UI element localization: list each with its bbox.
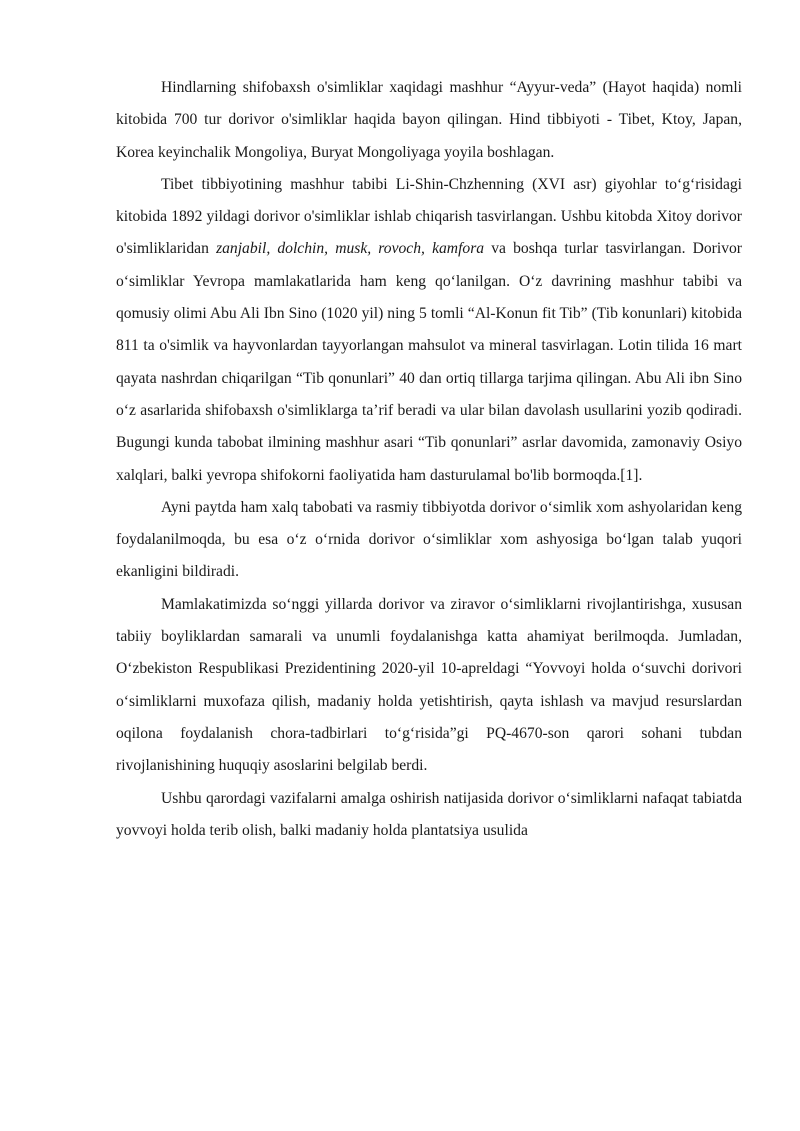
paragraph-folk-medicine	[116, 492, 742, 589]
paragraph-text: va boshqa turlar tasvirlangan. Dorivor o‘simliklar Yevropa mamlakatlarida ham keng qo‘lanilgan. O‘z davrining mashhur tabibi va qomusiy olimi Abu Ali Ibn Sino (1020 yil) ning 5 tomli “Al-Konun fit Tib” (Tib konunlari) kitobida 811 ta o'simlik va hayvonlardan tayyorlangan mahsulot va mineral tasvirlagan. Lotin tilida 16 mart qayata nashrdan chiqarilgan “Tib qonunlari” 40 dan ortiq tillarga tarjima qilingan. Abu Ali ibn Sino o‘z asarlarida shifobaxsh o'simliklarga ta’rif beradi va ular bilan davolash usullarini yozib qodiradi. Bugungi kunda tabobat ilmining mashhur asari “Tib qonunlari” asrlar davomida, zamonaviy Osiyo xalqlari, balki yevropa shifokorni faoliyatida ham dasturulamal bo'lib bormoqda.[1].	[116, 240, 742, 484]
paragraph-text: Hindlarning shifobaxsh o'simliklar xaqidagi mashhur “Ayyur-veda” (Hayot haqida) nomli kitobida 700 tur dorivor o'simliklar haqida bayon qilingan. Hind tibbiyoti - Tibet, Ktoy, Japan, Korea keyinchalik Mongoliya, Buryat Mongoliyaga yoyila boshlagan.	[116, 79, 742, 161]
paragraph-text: Ayni paytda ham xalq tabobati va rasmiy tibbiyotda dorivor o‘simlik xom ashyolaridan keng foydalanilmoqda, bu esa o‘z o‘rnida dorivor o‘simliklar xom ashyosiga bo‘lgan talab yuqori ekanligini bildiradi.	[116, 498, 742, 581]
paragraph-text: Tibet tibbiyotining mashhur tabibi Li-Shin-Chzhenning (XVI asr) giyohlar to‘g‘risidagi kitobida 1892 yildagi dorivor o'simliklar ishlab chiqarish tasvirlangan. Ushbu kitobda Xitoy dorivor o'simliklaridan	[116, 175, 742, 258]
paragraph-ayurveda	[116, 72, 742, 169]
paragraph-uzbekistan-policy	[116, 589, 742, 783]
italic-plant-names: zanjabil, dolchin, musk, rovoch, kamfora	[216, 240, 485, 258]
document-page	[116, 72, 742, 847]
paragraph-tibet-medicine	[116, 169, 742, 492]
paragraph-text: Ushbu qarordagi vazifalarni amalga oshirish natijasida dorivor o‘simliklarni nafaqat tabiatda yovvoyi holda terib olish, balki madaniy holda plantatsiya usulida	[116, 789, 742, 839]
paragraph-resolution-tasks	[116, 783, 742, 848]
paragraph-text: Mamlakatimizda so‘nggi yillarda dorivor va ziravor o‘simliklarni rivojlantirishga, xususan tabiiy boyliklardan samarali va unumli foydalanishga katta ahamiyat berilmoqda. Jumladan, O‘zbekiston Respublikasi Prezidentining 2020-yil 10-apreldagi “Yovvoyi holda o‘suvchi dorivori o‘simliklarni muxofaza qilish, madaniy holda yetishtirish, qayta ishlash va mavjud resurslardan oqilona foydalanish chora-tadbirlari to‘g‘risida”gi PQ-4670-son qarori sohani tubdan rivojlanishining huquqiy asoslarini belgilab berdi.	[116, 595, 742, 775]
